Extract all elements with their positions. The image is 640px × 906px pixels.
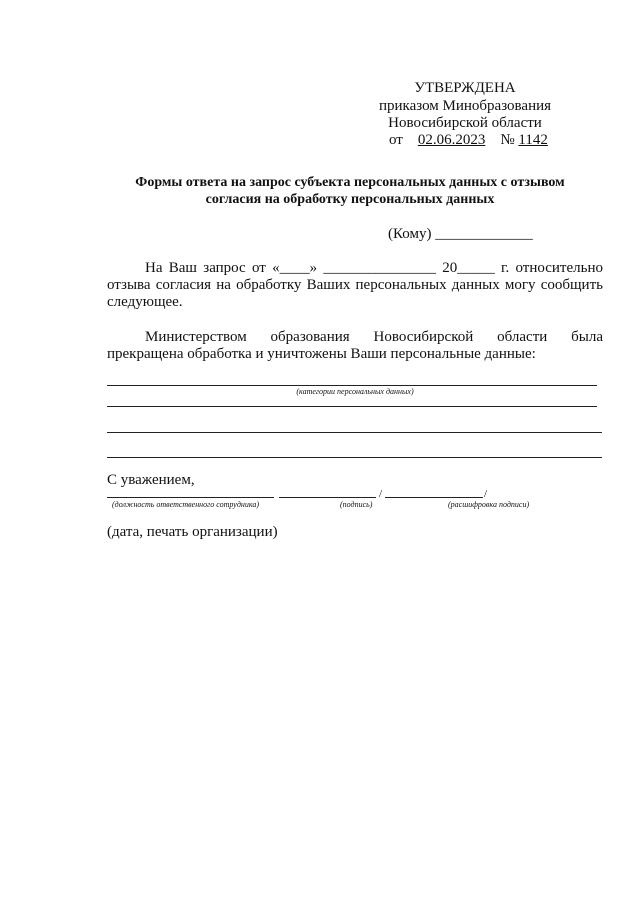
paragraph2-line1: Министерством образования Новосибирской области была [145, 329, 603, 345]
paragraph1-line1: На Ваш запрос от «____» _______________ 20_____ г. относительно [145, 260, 603, 276]
date-stamp-text: (дата, печать организации) [107, 524, 278, 540]
categories-line-4 [107, 457, 602, 458]
document-title-line2: согласия на обработку персональных данных [205, 192, 495, 207]
categories-line-1 [107, 385, 597, 386]
slash-right: / [484, 488, 488, 500]
categories-line-2 [107, 406, 597, 407]
position-line [107, 497, 274, 498]
signature-line [279, 497, 376, 498]
approval-date-prefix: от [389, 132, 403, 148]
categories-caption: (категории персональных данных) [296, 387, 414, 396]
paragraph1-line2: отзыва согласия на обработку Ваших персональных данных могу сообщить [107, 277, 603, 293]
approval-number-sign: № [500, 132, 515, 148]
decoding-line [385, 497, 483, 498]
document-title-line1: Формы ответа на запрос субъекта персональных данных с отзывом [135, 175, 565, 190]
decoding-caption: (расшифровка подписи) [448, 500, 530, 509]
signature-caption: (подпись) [340, 500, 373, 509]
paragraph2-line2: прекращена обработка и уничтожены Ваши персональные данные: [107, 346, 536, 362]
approval-region-line: Новосибирской области [388, 115, 542, 131]
approval-date: 02.06.2023 [417, 132, 486, 148]
approval-heading: УТВЕРЖДЕНА [414, 80, 516, 96]
categories-line-3 [107, 432, 602, 433]
regards-text: С уважением, [107, 472, 195, 488]
position-caption: (должность ответственного сотрудника) [112, 500, 260, 509]
slash-left: / [379, 488, 383, 500]
addressee-field: (Кому) _____________ [388, 226, 533, 242]
approval-order-line: приказом Минобразования [378, 98, 552, 114]
approval-date-line [389, 131, 548, 149]
paragraph1-line3: следующее. [107, 294, 183, 310]
approval-number: 1142 [518, 132, 548, 148]
